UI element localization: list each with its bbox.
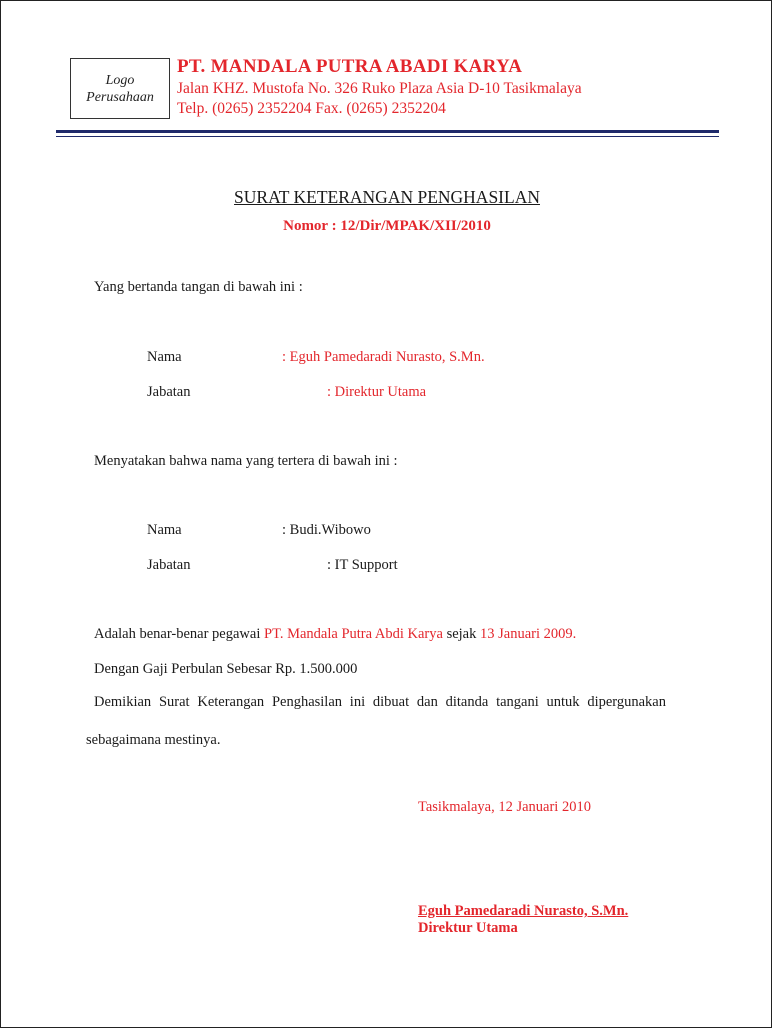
company-phone: Telp. (0265) 2352204 Fax. (0265) 2352204 [177, 100, 446, 117]
signature-title: Direktur Utama [418, 920, 518, 936]
employee-position-label: Jabatan [147, 557, 191, 573]
signer-name-label: Nama [147, 349, 182, 365]
closing-line-2: sebagaimana mestinya. [86, 732, 221, 748]
company-logo-placeholder [70, 58, 170, 119]
salary-text: Dengan Gaji Perbulan Sebesar Rp. 1.500.000 [94, 661, 358, 677]
company-name: PT. MANDALA PUTRA ABADI KARYA [177, 56, 523, 77]
employee-name-value: : Budi.Wibowo [282, 522, 371, 538]
employment-since: 13 Januari 2009. [479, 626, 577, 642]
signer-name-value: : Eguh Pamedaradi Nurasto, S.Mn. [282, 349, 485, 365]
employment-company: PT. Mandala Putra Abdi Karya [264, 626, 443, 642]
letter-title: SURAT KETERANGAN PENGHASILAN [234, 187, 540, 207]
place-date: Tasikmalaya, 12 Januari 2010 [418, 799, 591, 815]
employee-name-label: Nama [147, 522, 182, 538]
logo-line-2: Perusahaan [86, 89, 154, 105]
employment-middle: sejak [442, 626, 480, 642]
company-address: Jalan KHZ. Mustofa No. 326 Ruko Plaza Asia D-10 Tasikmalaya [177, 80, 582, 97]
logo-line-1: Logo [105, 72, 135, 88]
statement-text: Menyatakan bahwa nama yang tertera di bawah ini : [94, 453, 398, 469]
signer-position-label: Jabatan [147, 384, 191, 400]
employee-position-value: : IT Support [327, 557, 398, 573]
header-rule-thin [56, 136, 719, 137]
signature-name: Eguh Pamedaradi Nurasto, S.Mn. [418, 903, 629, 919]
header-rule-thick [56, 130, 719, 133]
closing-line-1: Demikian Surat Keterangan Penghasilan ini dibuat dan ditanda tangani untuk dipergunakan [94, 694, 666, 710]
letter-number: Nomor : 12/Dir/MPAK/XII/2010 [283, 218, 491, 234]
signer-position-value: : Direktur Utama [327, 384, 427, 400]
intro-text: Yang bertanda tangan di bawah ini : [94, 279, 303, 295]
employment-statement [94, 626, 576, 643]
employment-prefix: Adalah benar-benar pegawai [94, 626, 264, 642]
